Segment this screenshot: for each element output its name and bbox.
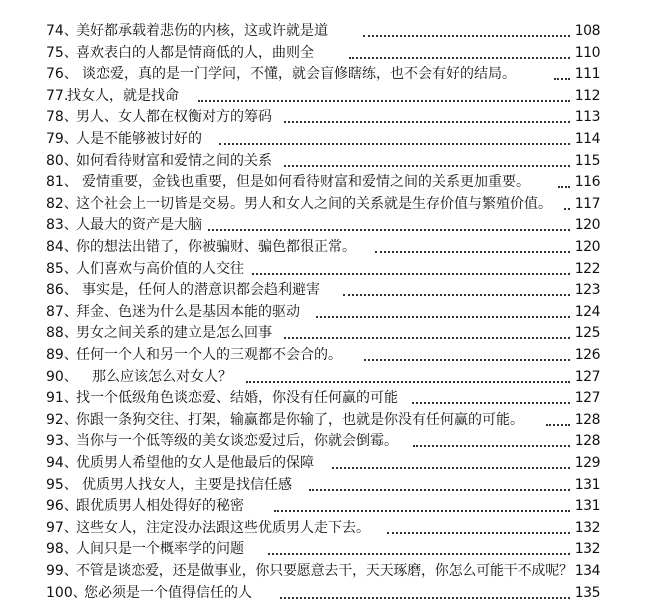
entry-number: 77.	[46, 87, 69, 104]
entry-title: 人们喜欢与高价值的人交往	[76, 260, 244, 277]
toc-entry-79[interactable]	[46, 128, 600, 150]
entry-number: 99、	[46, 563, 78, 579]
entry-page-number: 132	[574, 519, 600, 536]
entry-page-number: 128	[574, 411, 600, 428]
toc-entry-76[interactable]	[46, 63, 600, 85]
dot-leader	[554, 78, 570, 80]
toc-entry-83[interactable]	[46, 214, 600, 236]
dot-leader	[332, 467, 570, 469]
entry-number: 95、	[46, 476, 78, 493]
dot-leader	[316, 316, 570, 318]
toc-entry-85[interactable]	[46, 258, 600, 280]
entry-page-number: 117	[574, 195, 600, 212]
entry-title: 当你与一个低等级的美女谈恋爱过后，你就会倒霉。	[76, 433, 398, 450]
entry-number: 87、	[46, 303, 78, 320]
entry-number: 90、	[46, 368, 78, 385]
entry-page-number: 114	[574, 131, 600, 147]
dot-leader	[274, 510, 570, 512]
toc-entry-81[interactable]	[46, 171, 600, 193]
toc-entry-75[interactable]	[46, 42, 600, 64]
toc-entry-92[interactable]	[46, 409, 600, 431]
dot-leader	[413, 445, 570, 447]
dot-leader	[219, 143, 570, 145]
dot-leader	[364, 359, 570, 361]
toc-entry-96[interactable]	[46, 495, 600, 517]
entry-title: 男人、女人都在权衡对方的筹码	[76, 109, 272, 126]
entry-title: 这些女人，注定没办法跟这些优质男人走下去。	[76, 519, 370, 536]
entry-page-number: 131	[574, 476, 600, 493]
entry-title: 这个社会上一切皆是交易。男人和女人之间的关系就是生存价值与繁殖价值。	[76, 195, 552, 212]
entry-number: 83、	[46, 217, 78, 234]
entry-page-number: 123	[574, 282, 600, 299]
dot-leader	[280, 597, 570, 599]
toc-entry-88[interactable]	[46, 322, 600, 344]
dot-leader	[343, 294, 570, 296]
entry-page-number: 129	[574, 455, 600, 471]
entry-number: 97、	[46, 519, 78, 536]
entry-title: 美好都承载着悲伤的内核，这或许就是道	[76, 23, 328, 39]
dot-leader	[284, 337, 570, 339]
entry-number: 78、	[46, 109, 78, 126]
entry-number: 74、	[46, 23, 78, 39]
entry-title: 喜欢表白的人都是情商低的人，曲则全	[76, 44, 314, 61]
entry-title: 事实是，任何人的潜意识都会趋利避害	[82, 282, 320, 299]
dot-leader	[363, 35, 570, 37]
entry-number: 89、	[46, 347, 78, 363]
entry-title: 拜金、色迷为什么是基因本能的驱动	[76, 303, 300, 320]
entry-number: 98、	[46, 541, 78, 558]
entry-title: 跟优质男人相处得好的秘密	[76, 498, 244, 515]
entry-title: 您必须是一个值得信任的人	[84, 584, 252, 601]
dot-leader	[198, 100, 570, 102]
toc-entry-86[interactable]	[46, 279, 600, 301]
entry-number: 80、	[46, 152, 78, 169]
toc-entry-84[interactable]	[46, 236, 600, 258]
entry-title: 找女人，就是找命	[67, 87, 179, 104]
entry-title: 你跟一条狗交往、打架，输赢都是你输了，也就是你没有任何赢的可能。	[76, 411, 524, 428]
entry-title: 人最大的资产是大脑	[76, 217, 202, 234]
dot-leader	[284, 121, 570, 123]
entry-page-number: 134	[574, 563, 600, 579]
entry-page-number: 124	[574, 303, 600, 320]
entry-page-number: 108	[574, 23, 600, 39]
entry-page-number: 120	[574, 239, 600, 255]
entry-title: 不管是谈恋爱，还是做事业，你只要愿意去干，天天琢磨，你怎么可能干不成呢？	[76, 563, 573, 579]
entry-page-number: 122	[574, 260, 600, 277]
entry-number: 79、	[46, 131, 78, 147]
entry-number: 76、	[46, 66, 78, 83]
dot-leader	[546, 424, 570, 426]
dot-leader	[252, 273, 570, 275]
entry-page-number: 110	[574, 44, 600, 61]
toc-entry-80[interactable]	[46, 150, 600, 172]
entry-page-number: 112	[574, 87, 600, 104]
entry-number: 86、	[46, 282, 78, 299]
entry-title: 男女之间关系的建立是怎么回事	[76, 325, 272, 342]
entry-page-number: 113	[574, 109, 600, 126]
entry-title: 人是不能够被讨好的	[76, 131, 202, 147]
toc-entry-100-visible[interactable]	[46, 582, 600, 604]
entry-page-number: 125	[574, 325, 600, 342]
entry-page-number: 132	[574, 541, 600, 558]
toc-entry-78[interactable]	[46, 106, 600, 128]
entry-number: 84、	[46, 239, 78, 255]
dot-leader	[387, 532, 570, 534]
entry-title: 那么应该怎么对女人？	[92, 368, 232, 385]
toc-entry-74[interactable]	[46, 20, 600, 42]
entry-page-number: 126	[574, 347, 600, 363]
toc-entry-91[interactable]	[46, 387, 600, 409]
entry-title: 找一个低级角色谈恋爱、结婚，你没有任何赢的可能	[76, 390, 398, 407]
dot-leader	[268, 553, 570, 555]
toc-entry-90[interactable]	[46, 366, 600, 388]
entry-title: 你的想法出错了，你被骗财、骗色都很正常。	[76, 239, 356, 255]
dot-leader	[246, 381, 570, 383]
toc-entry-87[interactable]	[46, 301, 600, 323]
toc-entry-77[interactable]	[46, 85, 600, 107]
dot-leader	[284, 165, 570, 167]
dot-leader	[309, 489, 570, 491]
toc-entry-94[interactable]	[46, 452, 600, 474]
entry-title: 优质男人希望他的女人是他最后的保障	[76, 455, 314, 471]
entry-page-number: 127	[574, 368, 600, 385]
toc-entry-98[interactable]	[46, 538, 600, 560]
entry-number: 100、	[46, 584, 87, 601]
toc-entry-82[interactable]	[46, 193, 600, 215]
entry-number: 85、	[46, 260, 78, 277]
entry-title: 如何看待财富和爱情之间的关系	[76, 152, 272, 169]
entry-page-number: 128	[574, 433, 600, 450]
entry-number: 75、	[46, 44, 78, 61]
toc-entry-97[interactable]	[46, 517, 600, 539]
dot-leader	[558, 186, 570, 188]
entry-number: 91、	[46, 390, 78, 407]
entry-page-number: 116	[574, 174, 600, 191]
entry-number: 96、	[46, 498, 78, 515]
entry-title: 爱情重要，金钱也重要，但是如何看待财富和爱情之间的关系更加重要。	[82, 174, 530, 191]
entry-number: 92、	[46, 411, 78, 428]
toc-entry-93[interactable]	[46, 430, 600, 452]
entry-page-number: 111	[574, 66, 600, 83]
entry-number: 81、	[46, 174, 78, 191]
entry-number: 88、	[46, 325, 78, 342]
toc-entry-99[interactable]	[46, 560, 600, 582]
entry-page-number: 131	[574, 498, 600, 515]
entry-title: 任何一个人和另一个人的三观都不会合的。	[76, 347, 342, 363]
entry-number: 82、	[46, 195, 78, 212]
dot-leader	[208, 229, 570, 231]
dot-leader	[412, 402, 570, 404]
entry-number: 93、	[46, 433, 78, 450]
entry-page-number: 120	[574, 217, 600, 234]
toc-entry-89[interactable]	[46, 344, 600, 366]
entry-page-number: 115	[574, 152, 600, 169]
entry-page-number: 135	[574, 584, 600, 601]
dot-leader	[349, 57, 570, 59]
dot-leader	[375, 251, 570, 253]
entry-page-number: 127	[574, 390, 600, 407]
entry-title: 优质男人找女人，主要是找信任感	[82, 476, 292, 493]
entry-number: 94、	[46, 455, 78, 471]
entry-title: 人间只是一个概率学的问题	[76, 541, 244, 558]
entry-title: 谈恋爱，真的是一门学问，不懂，就会盲修瞎练，也不会有好的结局。	[82, 66, 516, 83]
toc-entry-95[interactable]	[46, 474, 600, 496]
